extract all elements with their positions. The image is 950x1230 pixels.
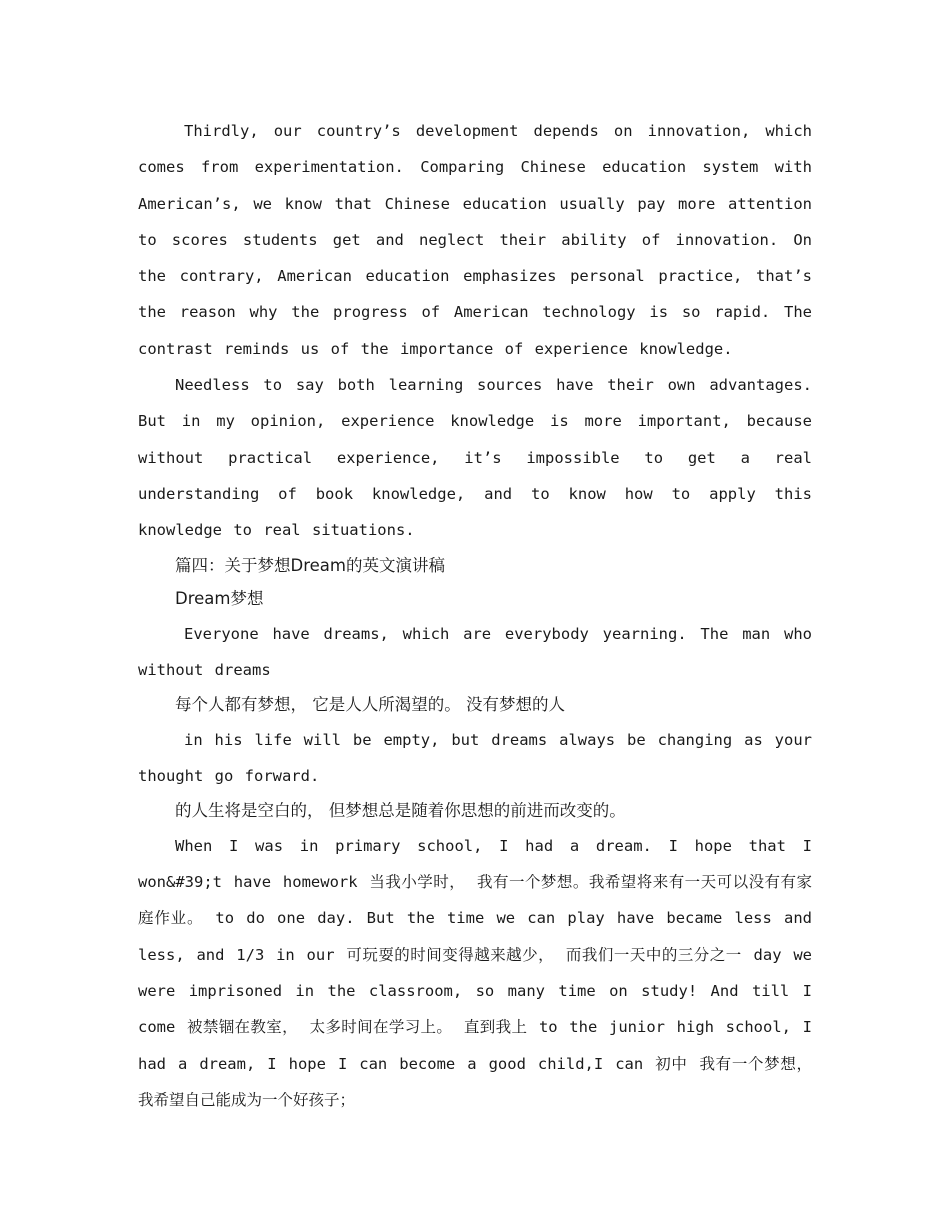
paragraph-needless: Needless to say both learning sources have their own advantages. But in my opinion, experience knowledge is more important, because without practical experience, it’s impossible to get a real understanding of book knowledge, and to know how to apply this knowledge to real situations. — [138, 376, 812, 540]
dream-paragraph-cn-2: 的人生将是空白的， 但梦想总是随着你思想的前进而改变的。 — [175, 801, 626, 821]
document-body — [138, 113, 812, 1118]
paragraph-thirdly: Thirdly, our country’s development depends on innovation, which comes from experimentation. Comparing Chinese education system with American’s, we know that Chinese education usually pay more attention to scores students get and neglect their ability of innovation. On the contrary, American education emphasizes personal practice, that’s the reason why the progress of American technology is so rapid. The contrast reminds us of the importance of experience knowledge. — [138, 122, 812, 358]
dream-paragraph-primary-school: When I was in primary school, I had a dream. I hope that I won&#39;t have homework 当我小学时， 我有一个梦想。我希望将来有一天可以没有有家庭作业。 to do one day. But the time we can play have became less and less, and 1/3 in our 可玩耍的时间变得越来越少， 而我们一天中的三分之一 day we were imprisoned in the classroom, so many time on study! And till I come 被禁锢在教室， 太多时间在学习上。 直到我上 to the junior high school, I had a dream, I hope I can become a good child,I can 初中 我有一个梦想，我希望自己能成为一个好孩子； — [138, 836, 812, 1109]
dream-paragraph-cn-1: 每个人都有梦想， 它是人人所渴望的。 没有梦想的人 — [175, 695, 565, 715]
dream-paragraph-en-2: in his life will be empty, but dreams always be changing as your thought go forward. — [138, 730, 812, 785]
section-heading: 篇四：关于梦想Dream的英文演讲稿 — [175, 555, 445, 575]
dream-paragraph-en-1: Everyone have dreams, which are everybody yearning. The man who without dreams — [138, 624, 812, 679]
dream-subtitle: Dream梦想 — [175, 589, 264, 609]
